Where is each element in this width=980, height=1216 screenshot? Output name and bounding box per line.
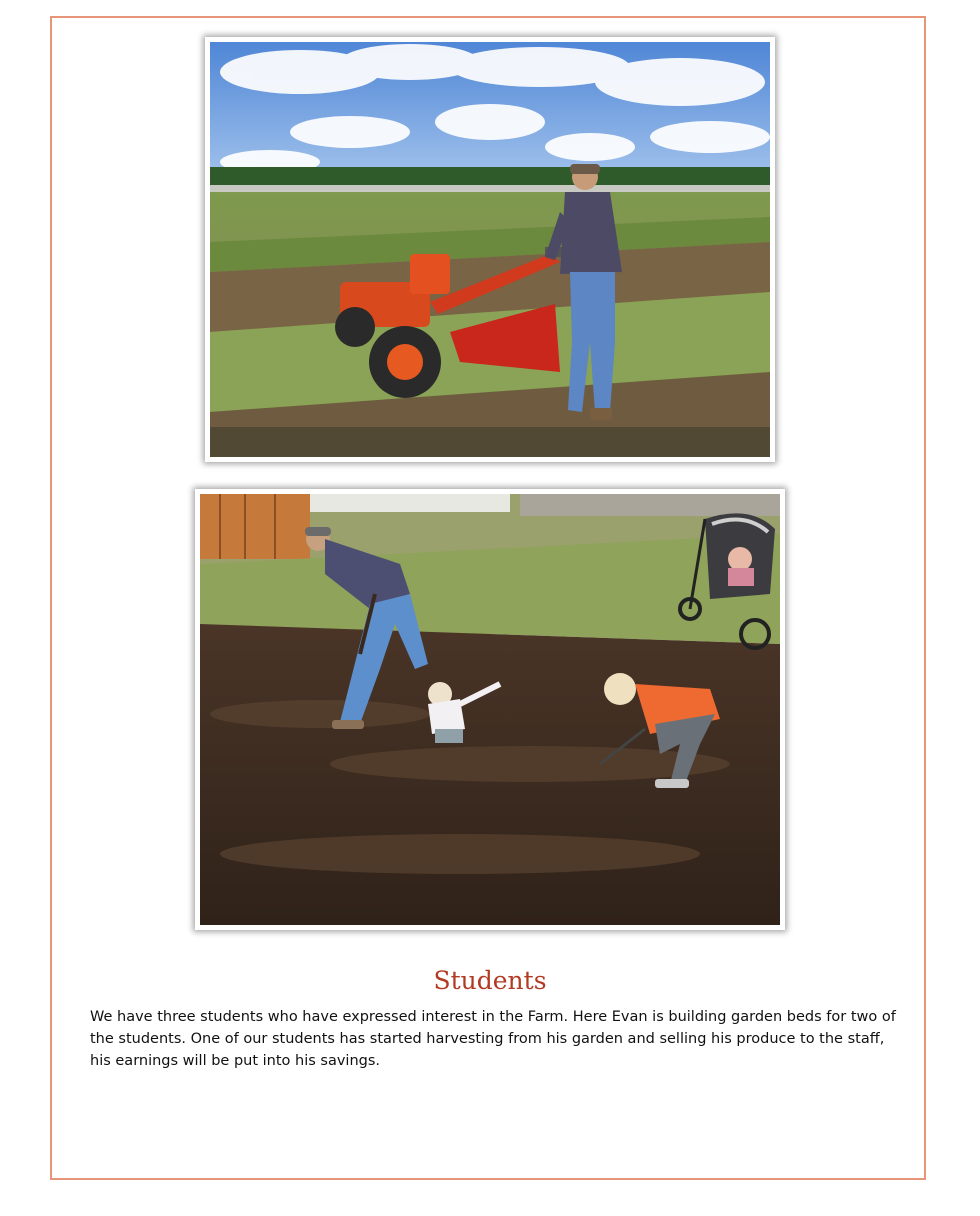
photo-garden-beds xyxy=(195,489,785,930)
section-title: Students xyxy=(433,966,547,995)
tiller-scene xyxy=(210,42,770,457)
photo-tiller xyxy=(205,37,775,462)
garden-scene xyxy=(200,494,780,925)
section-body-text: We have three students who have expressed interest in the Farm. Here Evan is building garden beds for two of the students. One of our students has started harvesting from his garden and selling his produce to the staff, his earnings will be put into his savings. xyxy=(90,1009,896,1069)
